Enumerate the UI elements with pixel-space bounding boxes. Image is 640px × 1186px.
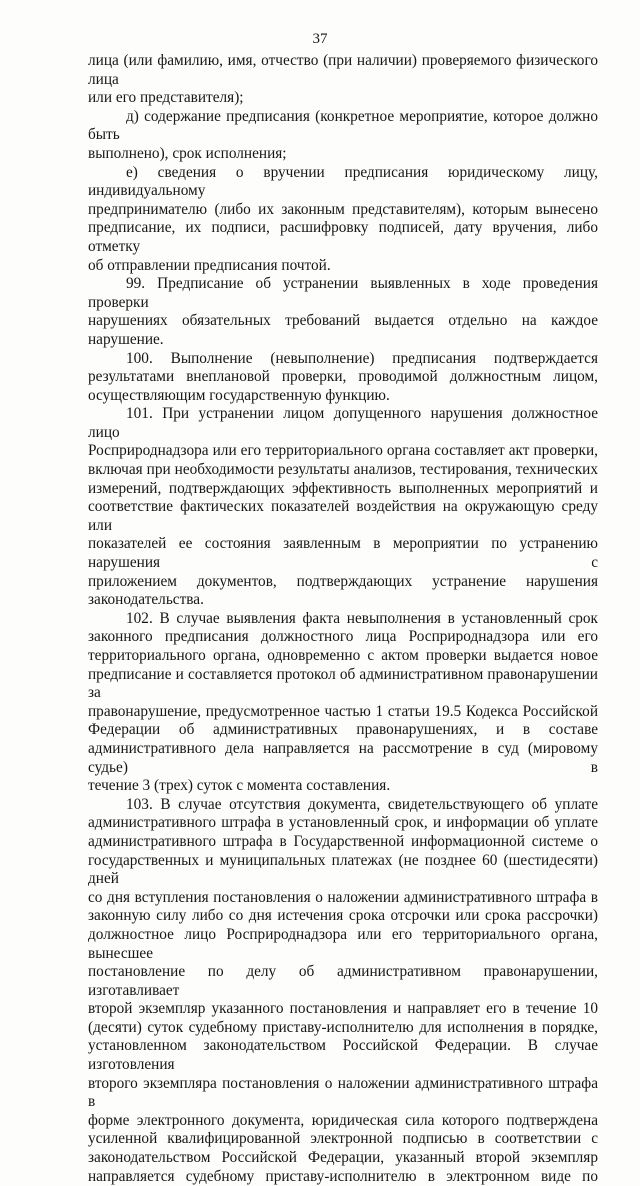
text-line: форме электронного документа, юридическая сила которого подтверждена (88, 1111, 598, 1129)
text-line: административного штрафа в Государственной информационной системе о (88, 832, 598, 850)
text-line: законодательством Российской Федерации, указанный второй экземпляр (88, 1149, 598, 1167)
text-line: предпринимателю (либо их законным представителям), которым вынесено (88, 200, 598, 218)
text-line: административного дела направляется на рассмотрение в суд (мировому судье) в (88, 739, 598, 776)
page-number: 37 (312, 31, 328, 47)
text-line: результатами внеплановой проверки, проводимой должностным лицом, (88, 368, 598, 386)
text-line: лица (или фамилию, имя, отчество (при наличии) проверяемого физического лица (88, 52, 598, 88)
text-line: направляется судебному приставу-исполнителю в электронном виде по (88, 1167, 598, 1185)
text-line: об отправлении предписания почтой. (88, 256, 331, 274)
text-line: включая при необходимости результаты анализов, тестирования, технических (88, 461, 598, 479)
text-line: е) сведения о вручении предписания юридическому лицу, индивидуальному (88, 163, 598, 200)
text-line: государственных и муниципальных платежах (не позднее 60 (шестидесяти) дней (88, 851, 598, 888)
text-line: 102. В случае выявления факта невыполнения в установленный срок (126, 609, 598, 627)
text-line: законного предписания должностного лица Росприроднадзора или его (88, 628, 598, 646)
text-line: показателей ее состояния заявленным в мероприятии по устранению нарушения с (88, 535, 598, 572)
text-line: 99. Предписание об устранении выявленных в ходе проведения проверки (88, 275, 598, 311)
text-line: нарушениях обязательных требований выдается отдельно на каждое нарушение. (88, 312, 598, 348)
text-line: выполнено), срок исполнения; (88, 144, 287, 162)
text-line: законную силу либо со дня истечения срока отсрочки или срока рассрочки) (88, 907, 598, 925)
text-line: приложением документов, подтверждающих устранение нарушения (88, 572, 598, 590)
text-line: Росприроднадзора или его территориального органа составляет акт проверки, (88, 442, 598, 460)
text-line: Федерации об административных правонарушениях, и в составе (88, 721, 598, 739)
text-line: со дня вступления постановления о наложении административного штрафа в (88, 888, 598, 906)
text-line: территориального органа, одновременно с актом проверки выдается новое (88, 647, 598, 664)
text-line: предписание и составляется протокол об административном правонарушении за (88, 665, 598, 702)
text-line: или его представителя); (88, 89, 244, 107)
text-line: предписание, их подписи, расшифровку подписей, дату вручения, либо отметку (88, 219, 598, 255)
text-line: административного штрафа в установленный срок, и информации об уплате (88, 814, 598, 832)
text-line: усиленной квалифицированной электронной подписью в соответствии с (88, 1130, 598, 1148)
text-line: должностное лицо Росприроднадзора или его территориального органа, вынесшее (88, 925, 598, 962)
text-line: установленном законодательством Российской Федерации. В случае изготовления (88, 1037, 598, 1074)
document-body (88, 52, 598, 1186)
text-line: (десяти) суток судебному приставу-исполнителю для исполнения в порядке, (88, 1018, 598, 1036)
text-line: течение 3 (трех) суток с момента составления. (88, 777, 391, 795)
text-line: д) содержание предписания (конкретное мероприятие, которое должно быть (88, 107, 598, 144)
text-line: второй экземпляр указанного постановления и направляет его в течение 10 (88, 1000, 598, 1018)
text-line: законодательства. (88, 591, 204, 609)
text-line: измерений, подтверждающих эффективность выполненных мероприятий и (88, 479, 598, 497)
text-line: соответствие фактических показателей воздействия на окружающую среду или (88, 498, 598, 534)
text-line: постановление по делу об административном правонарушении, изготавливает (88, 963, 598, 999)
text-line: 101. При устранении лицом допущенного нарушения должностное лицо (88, 405, 598, 441)
text-line: второго экземпляра постановления о наложении административного штрафа в (88, 1074, 598, 1111)
text-line: осуществляющим государственную функцию. (88, 386, 390, 404)
text-line: 100. Выполнение (невыполнение) предписания подтверждается (126, 349, 598, 367)
text-line: правонарушение, предусмотренное частью 1 статьи 19.5 Кодекса Российской (88, 702, 598, 720)
text-line: 103. В случае отсутствия документа, свидетельствующего об уплате (126, 795, 598, 813)
